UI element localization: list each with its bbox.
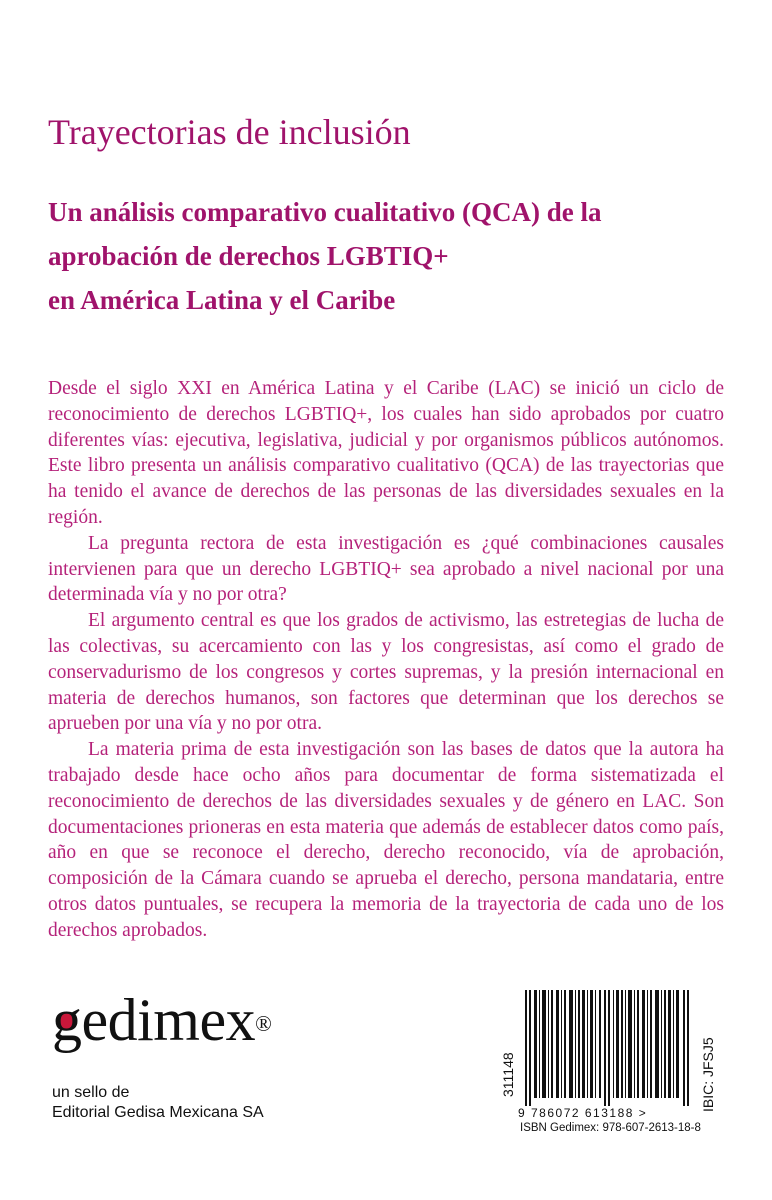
subtitle-line: en América Latina y el Caribe bbox=[48, 285, 396, 315]
book-title: Trayectorias de inclusión bbox=[48, 112, 411, 152]
logo-text: gedimex bbox=[52, 987, 256, 1053]
blurb-paragraph: La pregunta rectora de esta investigación es ¿qué combinaciones causales intervienen para que un derecho LGBTIQ+ sea aprobado a nivel nacional por una determinada vía y no por otra? bbox=[48, 532, 724, 606]
publisher-imprint bbox=[52, 1083, 264, 1123]
barcode-icon bbox=[525, 990, 691, 1106]
side-code: 311148 bbox=[500, 1052, 516, 1098]
imprint-line: Editorial Gedisa Mexicana SA bbox=[52, 1104, 264, 1121]
blurb-paragraph: La materia prima de esta investigación son las bases de datos que la autora ha trabajado desde hace ocho años para documentar de forma sistematizada el reconocimiento de derechos de las diversidades sexuales y de género en LAC. Son documentaciones prioneras en esta materia que además de establecer datos como país, año en que se reconoce el derecho, derecho reconocido, vía de aprobación, composición de la Cámara cuando se aprueba el derecho, persona mandataria, entre otros datos puntuales, se recupera la memoria de la trayectoria de cada uno de los derechos aprobados. bbox=[48, 739, 724, 941]
subtitle-line: aprobación de derechos LGBTIQ+ bbox=[48, 241, 449, 271]
book-subtitle bbox=[48, 190, 602, 322]
blurb-paragraph: Desde el siglo XXI en América Latina y el Caribe (LAC) se inició un ciclo de reconocimiento de derechos LGBTIQ+, los cuales han sido aprobados por cuatro diferentes vías: ejecutiva, legislativa, judicial y por organismos públicos autónomos. Este libro presenta un análisis comparativo cualitativo (QCA) de las trayectorias que ha tenido el avance de derechos de las personas de las diversidades sexuales en la región. bbox=[48, 378, 724, 528]
ean-digits: 9 786072 613188 > bbox=[518, 1106, 648, 1120]
logo-wordmark bbox=[52, 987, 256, 1053]
bic-code: IBIC: JFSJ5 bbox=[700, 1037, 716, 1113]
isbn-text: ISBN Gedimex: 978-607-2613-18-8 bbox=[520, 1122, 701, 1134]
subtitle-line: Un análisis comparativo cualitativo (QCA) de la bbox=[48, 197, 602, 227]
imprint-line: un sello de bbox=[52, 1084, 130, 1101]
back-cover-blurb bbox=[48, 376, 724, 944]
blurb-paragraph: El argumento central es que los grados de activismo, las estretegias de lucha de las colectivas, su acercamiento con las y los congresistas, así como el grado de conservadurismo de los congresos y cortes supremas, y la presión internacional en materia de derechos humanos, son factores que determinan que los derechos se aprueben por una vía y no por otra. bbox=[48, 610, 724, 735]
registered-mark: ® bbox=[255, 1011, 272, 1036]
publisher-logo bbox=[52, 987, 272, 1053]
